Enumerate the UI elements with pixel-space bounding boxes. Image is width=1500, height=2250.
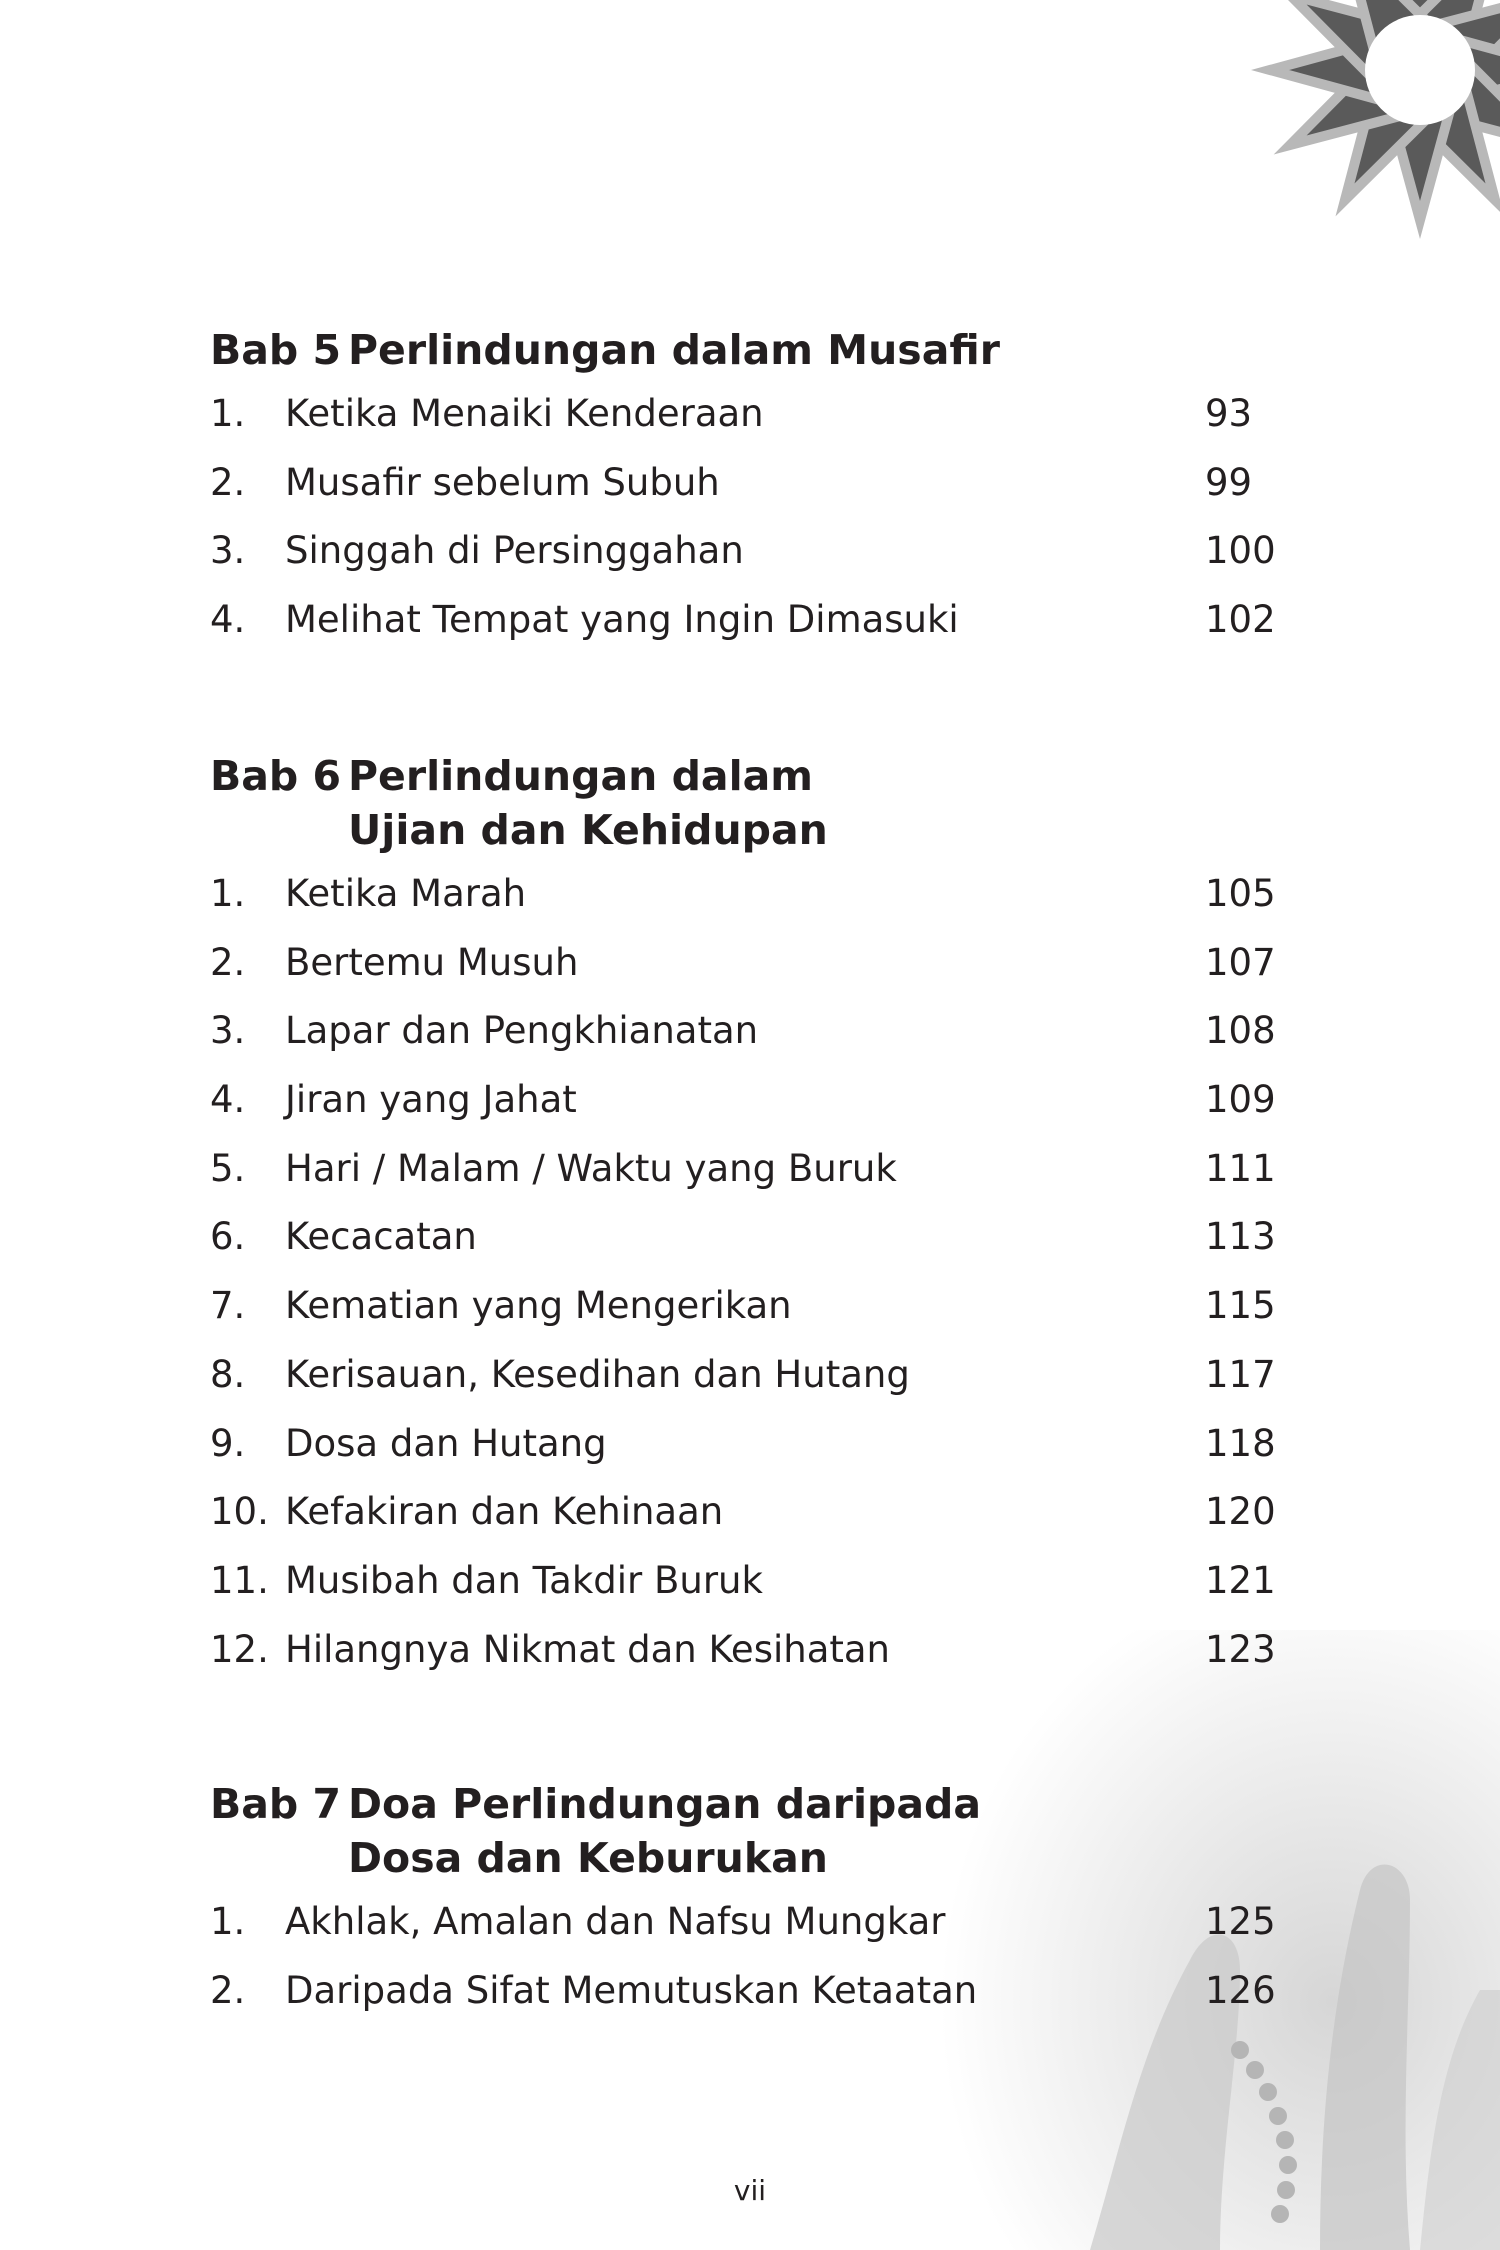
entry-number: 11. <box>210 1558 269 1602</box>
entry-number: 5. <box>210 1146 246 1190</box>
entry-page-number: 121 <box>1205 1558 1276 1602</box>
entry-title: Hari / Malam / Waktu yang Buruk <box>285 1146 897 1190</box>
chapter-title <box>348 1777 1270 1885</box>
entry-page-number: 120 <box>1205 1490 1276 1534</box>
entry-number: 2. <box>210 460 246 504</box>
entry-number: 1. <box>210 392 246 435</box>
entry-page-number: 111 <box>1205 1146 1276 1190</box>
chapter-bab-6 <box>210 749 1276 1696</box>
entry-number: 3. <box>210 1009 246 1053</box>
entry-title: Dosa dan Hutang <box>285 1421 607 1465</box>
entry-number: 4. <box>210 598 246 642</box>
chapter-title-line: Perlindungan dalam Musafir <box>348 326 1000 374</box>
chapter-title <box>348 749 1270 857</box>
entry-page-number: 99 <box>1205 460 1253 504</box>
entry-page-number: 123 <box>1205 1627 1276 1671</box>
entry-number: 3. <box>210 529 246 573</box>
chapter-bab-5 <box>210 323 1276 667</box>
toc-entry[interactable] <box>210 1968 1276 2038</box>
entry-title: Lapar dan Pengkhianatan <box>285 1009 759 1053</box>
entry-title: Bertemu Musuh <box>285 940 579 984</box>
entry-title: Ketika Menaiki Kenderaan <box>285 392 764 435</box>
entry-number: 6. <box>210 1215 246 1259</box>
entry-title: Daripada Sifat Memutuskan Ketaatan <box>285 1968 978 2012</box>
chapter-number: Bab 5 <box>210 326 342 374</box>
entry-page-number: 102 <box>1205 598 1276 642</box>
toc-entry[interactable] <box>210 461 1270 530</box>
toc-entry[interactable] <box>210 1627 1276 1697</box>
entry-page-number: 113 <box>1205 1215 1276 1259</box>
toc-entry[interactable] <box>210 1352 1276 1422</box>
entry-number: 7. <box>210 1284 246 1328</box>
entry-page-number: 108 <box>1205 1009 1276 1053</box>
entry-page-number: 100 <box>1205 529 1276 573</box>
page-number: vii <box>733 2174 767 2207</box>
toc-entry[interactable] <box>210 1215 1276 1284</box>
toc-entry[interactable] <box>210 1284 1276 1353</box>
toc-entry[interactable] <box>210 1009 1276 1078</box>
chapter-title-line: Dosa dan Keburukan <box>348 1834 828 1882</box>
entry-title: Jiran yang Jahat <box>285 1078 577 1122</box>
toc-entry[interactable] <box>210 872 1276 941</box>
entry-number: 9. <box>210 1421 246 1465</box>
entry-title: Kecacatan <box>285 1215 477 1259</box>
entry-title: Melihat Tempat yang Ingin Dimasuki <box>285 598 959 642</box>
entry-title: Kerisauan, Kesedihan dan Hutang <box>285 1352 910 1396</box>
chapter-title-line: Doa Perlindungan daripada <box>348 1780 982 1828</box>
entry-title: Musibah dan Takdir Buruk <box>285 1558 763 1602</box>
toc-entry[interactable] <box>210 1078 1276 1147</box>
entry-title: Ketika Marah <box>285 872 527 915</box>
entry-number: 12. <box>210 1627 269 1671</box>
toc-entry[interactable] <box>210 1421 1276 1491</box>
toc-entry[interactable] <box>210 1558 1276 1628</box>
entry-title: Hilangnya Nikmat dan Kesihatan <box>285 1627 891 1671</box>
chapter-number: Bab 6 <box>210 752 342 800</box>
chapter-heading <box>210 1777 1270 1885</box>
toc-entry[interactable] <box>210 598 1276 667</box>
entry-title: Musafir sebelum Subuh <box>285 460 720 504</box>
chapter-heading <box>210 749 1270 857</box>
entry-title: Kematian yang Mengerikan <box>285 1284 792 1328</box>
chapter-heading <box>210 323 1270 377</box>
entry-number: 2. <box>210 940 246 984</box>
entry-page-number: 117 <box>1205 1352 1276 1396</box>
toc-entry[interactable] <box>210 529 1276 598</box>
chapter-bab-7 <box>210 1777 1276 2037</box>
toc-entry[interactable] <box>210 1146 1276 1216</box>
entry-page-number: 125 <box>1205 1900 1276 1943</box>
chapter-title <box>348 323 1270 377</box>
entry-number: 1. <box>210 872 246 915</box>
entry-number: 10. <box>210 1490 269 1534</box>
entry-page-number: 115 <box>1205 1284 1276 1328</box>
entry-title: Singgah di Persinggahan <box>285 529 744 573</box>
entry-page-number: 107 <box>1205 940 1276 984</box>
chapter-number: Bab 7 <box>210 1780 342 1828</box>
entry-page-number: 93 <box>1205 392 1253 435</box>
chapter-title-line: Ujian dan Kehidupan <box>348 806 828 854</box>
toc-entry[interactable] <box>210 392 1270 461</box>
chapter-title-line: Perlindungan dalam <box>348 752 814 800</box>
entry-page-number: 105 <box>1205 872 1276 915</box>
entry-title: Kefakiran dan Kehinaan <box>285 1490 724 1534</box>
entry-number: 2. <box>210 1968 246 2012</box>
toc-entry[interactable] <box>210 940 1276 1010</box>
toc-entry[interactable] <box>210 1900 1276 1969</box>
geometric-ornament-icon <box>1210 0 1500 320</box>
entry-page-number: 109 <box>1205 1078 1276 1122</box>
entry-number: 4. <box>210 1078 246 1122</box>
toc-entry[interactable] <box>210 1490 1276 1559</box>
entry-number: 1. <box>210 1900 246 1943</box>
entry-page-number: 126 <box>1205 1968 1276 2012</box>
entry-number: 8. <box>210 1352 246 1396</box>
entry-title: Akhlak, Amalan dan Nafsu Mungkar <box>285 1900 946 1943</box>
entry-page-number: 118 <box>1205 1421 1276 1465</box>
